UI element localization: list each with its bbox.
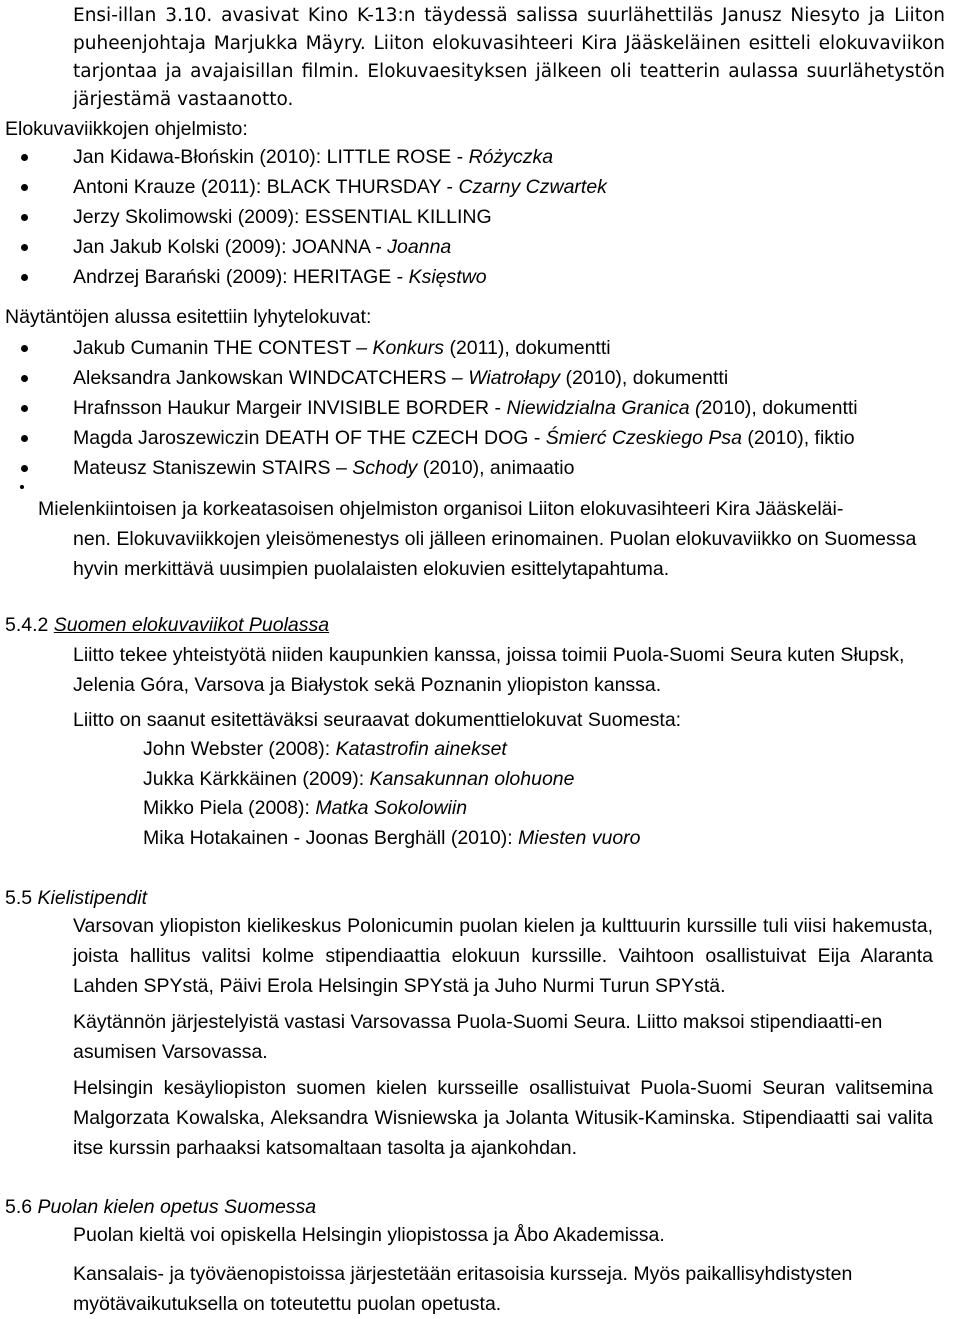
list-item: Jan Kidawa-Błońskin (2010): LITTLE ROSE - Różyczka [18, 142, 607, 172]
section-title-5-4-2: 5.4.2 Suomen elokuvaviikot Puolassa [5, 614, 330, 636]
bullet-icon [21, 375, 28, 382]
intro-paragraph [73, 2, 945, 114]
section-title-5-6: 5.6 Puolan kielen opetus Suomessa [5, 1196, 317, 1218]
bullet-icon [21, 154, 28, 161]
summary-rest: nen. Elokuvaviikkojen yleisömenestys oli jälleen erinomainen. Puolan elokuvaviikko on Suomessa hyvin merkittävä uusimpien puolalaisten elokuvien esittelytapahtuma. [73, 528, 917, 580]
bullet-icon [21, 274, 28, 281]
bullet-icon [21, 345, 28, 352]
summary-first-line: Mielenkiintoisen ja korkeatasoisen ohjelmiston organisoi Liiton elokuvasihteeri Kira Jääskeläi- [38, 498, 844, 520]
list-item: Andrzej Barański (2009): HERITAGE - Księstwo [18, 262, 607, 292]
intro-text: Ensi-illan 3.10. avasivat Kino K-13:n täydessä salissa suurlähettiläs Janusz Niesyto ja Liiton puheenjohtaja Marjukka Mäyry. Liiton elokuvasihteeri Kira Jääskeläinen esitteli elokuvaviikon tarjontaa ja avajaisillan filmin. Elokuvaesityksen jälkeen oli teatterin aulassa suurlähetystön järjestämä vastaanotto. [73, 5, 945, 110]
bullet-icon [21, 465, 28, 472]
list-item: Jukka Kärkkäinen (2009): Kansakunnan olohuone [143, 767, 575, 790]
bullet-icon [21, 244, 28, 251]
shorts-list [18, 333, 858, 483]
list-item: Jan Jakub Kolski (2009): JOANNA - Joanna [18, 232, 607, 262]
section-542-paragraph-2: Liitto on saanut esitettäväksi seuraavat dokumenttielokuvat Suomesta: [73, 709, 682, 731]
list-item: John Webster (2008): Katastrofin ainekset [143, 738, 507, 760]
section-56-paragraph-2: Kansalais- ja työväenopistoissa järjestetään eritasoisia kursseja. Myös paikallisyhdistysten myötävaikutuksella on toteutettu puolan opetusta. [73, 1263, 853, 1315]
shorts-heading: Näytäntöjen alussa esitettiin lyhytelokuvat: [5, 306, 372, 328]
summary-paragraph [38, 494, 933, 584]
list-item: Mika Hotakainen - Joonas Berghäll (2010): Miesten vuoro [143, 826, 641, 849]
section-55-paragraph-3: Helsingin kesäyliopiston suomen kielen kursseille osallistuivat Puola-Suomi Seuran valitsemina Malgorzata Kowalska, Aleksandra Wisniewska ja Jolanta Witusik-Kaminska. Stipendiaatti sai valita itse kurssin parhaaksi katsomaltaan tasolta ja ajankohdan. [73, 1077, 933, 1159]
list-item: Aleksandra Jankowskan WINDCATCHERS – Wiatrołapy (2010), dokumentti [18, 363, 858, 393]
empty-bullet-icon [20, 485, 24, 489]
film-list [143, 735, 641, 853]
list-item: Mikko Piela (2008): Matka Sokolowiin [143, 797, 468, 819]
list-item: Magda Jaroszewiczin DEATH OF THE CZECH DOG - Śmierć Czeskiego Psa (2010), fiktio [18, 423, 858, 453]
list-item: Jakub Cumanin THE CONTEST – Konkurs (2011), dokumentti [18, 333, 858, 363]
bullet-icon [21, 184, 28, 191]
bullet-icon [21, 405, 28, 412]
list-item: Antoni Krauze (2011): BLACK THURSDAY - Czarny Czwartek [18, 172, 607, 202]
bullet-icon [21, 435, 28, 442]
section-title-5-5: 5.5 Kielistipendit [5, 887, 148, 909]
program-heading: Elokuvaviikkojen ohjelmisto: [5, 118, 248, 140]
bullet-icon [21, 214, 28, 221]
list-item: Mateusz Staniszewin STAIRS – Schody (2010), animaatio [18, 453, 858, 483]
list-item: Jerzy Skolimowski (2009): ESSENTIAL KILLING [18, 202, 607, 232]
program-list [18, 142, 607, 292]
section-542-paragraph-1: Liitto tekee yhteistyötä niiden kaupunkien kanssa, joissa toimii Puola-Suomi Seura kuten Słupsk, Jelenia Góra, Varsova ja Białystok sekä Poznanin yliopiston kanssa. [73, 644, 905, 696]
section-56-paragraph-1: Puolan kieltä voi opiskella Helsingin yliopistossa ja Åbo Akademissa. [73, 1224, 665, 1246]
list-item: Hrafnsson Haukur Margeir INVISIBLE BORDER - Niewidzialna Granica (2010), dokumentti [18, 393, 858, 423]
section-55-paragraph-1: Varsovan yliopiston kielikeskus Polonicumin puolan kielen ja kulttuurin kurssille tuli viisi hakemusta, joista hallitus valitsi kolme stipendiaattia elokuun kurssille. Vaihtoon osallistuivat Eija Alaranta Lahden SPYstä, Päivi Erola Helsingin SPYstä ja Juho Nurmi Turun SPYstä. [73, 915, 933, 997]
section-55-paragraph-2: Käytännön järjestelyistä vastasi Varsovassa Puola-Suomi Seura. Liitto maksoi stipendiaatti-en asumisen Varsovassa. [73, 1011, 883, 1063]
